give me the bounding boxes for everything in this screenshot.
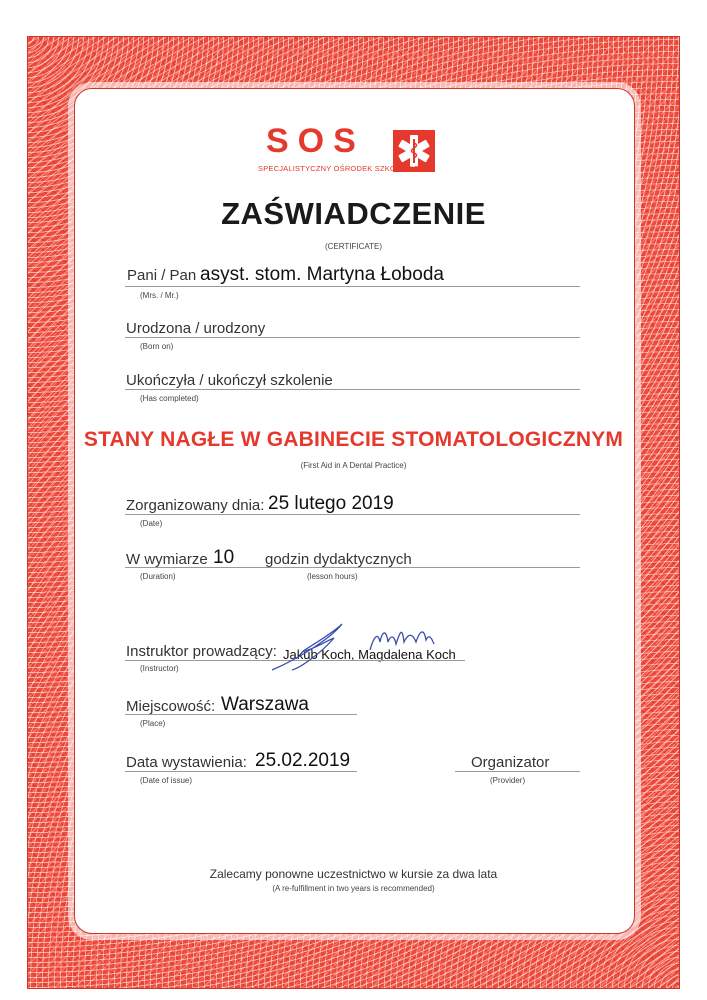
course-name: STANY NAGŁE W GABINECIE STOMATOLOGICZNYM	[83, 428, 624, 451]
duration-unit-en: (lesson hours)	[307, 572, 358, 581]
place-label: Miejscowość:	[126, 698, 216, 715]
born-line	[125, 337, 580, 338]
born-label-en: (Born on)	[140, 342, 174, 351]
name-value: asyst. stom. Martyna Łoboda	[200, 264, 444, 285]
organizer-line	[455, 771, 580, 772]
issue-label-en: (Date of issue)	[140, 776, 193, 785]
name-line	[125, 286, 580, 287]
completed-line	[125, 389, 580, 390]
issue-value: 25.02.2019	[255, 750, 351, 771]
date-line	[125, 514, 580, 515]
instructor-label: Instruktor prowadzący:	[126, 643, 277, 660]
instructor-signatures	[262, 612, 452, 674]
organizer-label: Organizator	[471, 754, 550, 771]
date-label: Zorganizowany dnia:	[126, 497, 265, 514]
sos-logo	[248, 124, 438, 184]
organizer-label-en: (Provider)	[490, 776, 526, 785]
footer-text-en: (A re-fulfillment in two years is recommended)	[272, 884, 435, 893]
duration-label: W wymiarze	[126, 551, 208, 568]
logo-subtitle: SPECJALISTYCZNY OŚRODEK SZKOLENIOWY	[258, 164, 432, 173]
completed-label: Ukończyła / ukończył szkolenie	[126, 372, 333, 389]
footer-text: Zalecamy ponowne uczestnictwo w kursie za dwa lata	[209, 867, 498, 881]
certificate-title: ZAŚWIADCZENIE	[221, 196, 486, 231]
completed-label-en: (Has completed)	[140, 394, 199, 403]
instructor-label-en: (Instructor)	[140, 664, 179, 673]
duration-line	[125, 567, 580, 568]
duration-unit: godzin dydaktycznych	[265, 551, 412, 568]
date-label-en: (Date)	[140, 519, 163, 528]
place-label-en: (Place)	[140, 719, 166, 728]
duration-label-en: (Duration)	[140, 572, 176, 581]
logo-text: SOS	[266, 122, 365, 160]
place-line	[125, 714, 357, 715]
certificate-title-en: (CERTIFICATE)	[324, 242, 383, 251]
issue-line	[125, 771, 357, 772]
date-value: 25 lutego 2019	[268, 493, 394, 514]
name-label-en: (Mrs. / Mr.)	[140, 291, 179, 300]
duration-value: 10	[213, 547, 235, 568]
place-value: Warszawa	[221, 694, 309, 715]
instructor-value: Jakub Koch, Magdalena Koch	[283, 647, 456, 662]
course-name-en: (First Aid in A Dental Practice)	[300, 461, 407, 470]
name-label: Pani / Pan	[127, 267, 197, 284]
issue-label: Data wystawienia:	[126, 754, 247, 771]
born-label: Urodzona / urodzony	[126, 320, 266, 337]
